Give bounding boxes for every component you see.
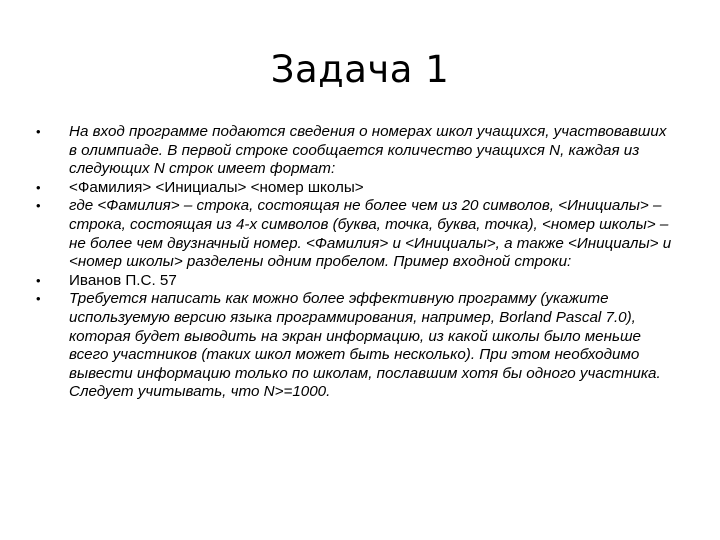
bullet-item [36, 123, 676, 179]
bullet-text: где <Фамилия> – строка, состоящая не более чем из 20 символов, <Инициалы> – строка, состоящая из 4-х символов (буква, точка, буква, точка), <номер школы> – не более чем двузначный номер. <Фамилия> и <Инициалы>, а также <Инициалы> и <номер школы> разделены одним пробелом. Пример входной строки: [69, 197, 672, 271]
bullet-marker: • [36, 272, 41, 288]
bullet-text: Требуется написать как можно более эффективную программу (укажите используемую версию языка программирования, например, Borland Pascal 7.0), которая будет выводить на экран информацию, из какой школы было меньше всего участников (таких школ может быть несколько). При этом необходимо вывести информацию только по школам, пославшим хотя бы одного участника. Следует учитывать, что N>=1000. [69, 290, 661, 401]
bullet-item [36, 290, 676, 402]
bullet-item [36, 197, 676, 271]
bullet-marker: • [36, 124, 41, 139]
bullet-marker: • [36, 291, 41, 307]
bullet-marker: • [36, 198, 41, 214]
bullet-text: Иванов П.С. 57 [69, 271, 177, 289]
slide-title: Задача 1 [270, 48, 450, 91]
bullet-list [36, 123, 676, 402]
bullet-text: <Фамилия> <Инициалы> <номер школы> [69, 178, 364, 196]
bullet-marker: • [36, 179, 41, 195]
bullet-item [36, 272, 676, 291]
bullet-text: На вход программе подаются сведения о номерах школ учащихся, участвовавших в олимпиаде. В первой строке сообщается количество учащихся N, каждая из следующих N строк имеет формат: [69, 123, 667, 178]
bullet-item [36, 179, 676, 198]
